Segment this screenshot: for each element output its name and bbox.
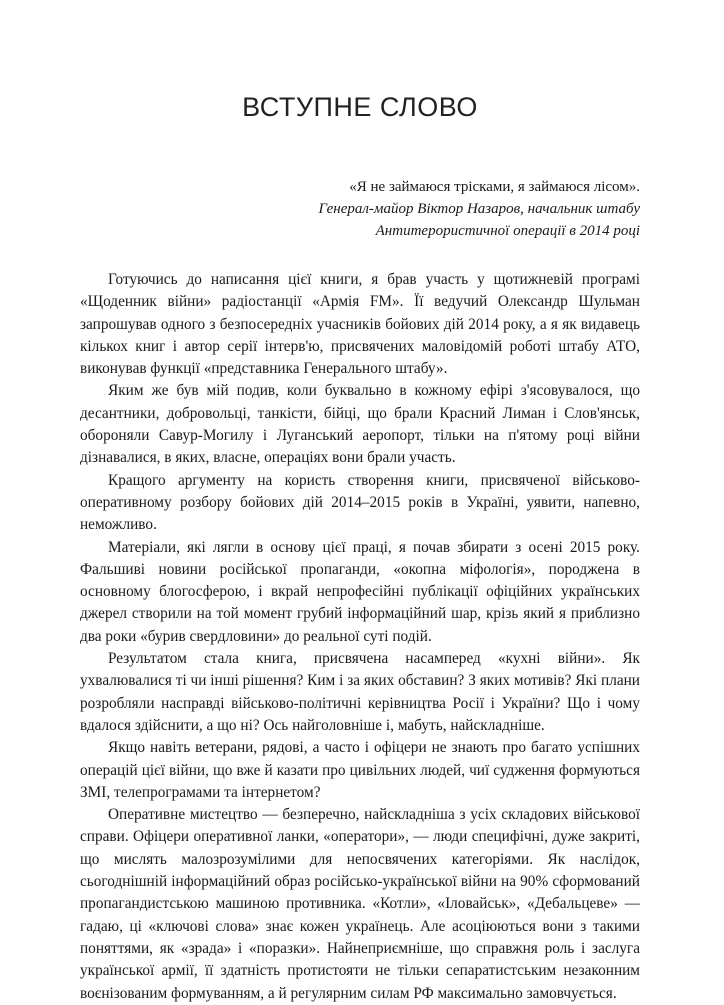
body-text (80, 269, 640, 1005)
paragraph: Якщо навіть ветерани, рядові, а часто і офіцери не знають про багато успішних операцій цієї війни, що вже й казати про цивільних людей, чиї судження формуються ЗМІ, телепрограмами та інтернетом? (80, 739, 640, 801)
paragraph: Матеріали, які лягли в основу цієї праці, я почав збирати з осені 2015 року. Фальшиві новини російської пропаганди, «окопна міфологія», породжена в основному блогосферою, і вкрай непрофесійні публікації офіційних українських джерел створили на той момент грубий інформаційний шар, крізь який я приблизно два роки «бурив свердловини» до реальної суті подій. (80, 538, 640, 645)
paragraph: Результатом стала книга, присвячена насамперед «кухні війни». Як ухвалювалися ті чи інші рішення? Ким і за яких обставин? З яких мотивів? Які плани розробляли насправді військово-політичні керівництва Росії і України? Що і чому вдалося здійснити, а що ні? Ось найголовніше і, мабуть, найскладніше. (80, 650, 640, 734)
page-title: ВСТУПНЕ СЛОВО (242, 92, 478, 122)
epigraph-quote: «Я не займаюся трісками, я займаюся лісом». (349, 179, 640, 195)
paragraph: Кращого аргументу на користь створення книги, присвяченої військово-оперативному розбору бойових дій 2014–2015 років в Україні, уявити, напевно, неможливо. (80, 471, 640, 534)
epigraph (80, 176, 640, 242)
paragraph: Оперативне мистецтво — безперечно, найскладніша з усіх складових військової справи. Офіцери оперативної ланки, «оператори», — люди специфічні, дуже закриті, що мислять малозрозумілими для непосвячених категоріями. Як наслідок, сьогоднішній інформаційний образ російсько-української війни на 90% сформований пропагандистською машиною противника. «Котли», «Іловайськ», «Дебальцеве» — гадаю, ці «ключові слова» знає кожен українець. Але асоціюються вони з такими поняттями, як «зрада» і «поразки». Найнеприємніше, що справжня роль і заслуга української армії, її здатність протистояти не тільки сепаратистським незаконним воєнізованим формуванням, а й регулярним силам РФ максимально замовчується. (80, 806, 640, 1002)
paragraph: Яким же був мій подив, коли буквально в кожному ефірі з'ясовувалося, що десантники, добровольці, танкісти, бійці, що брали Красний Лиман і Слов'янськ, обороняли Савур-Могилу і Луганський аеропорт, тільки на п'ятому році війни дізнавалися, в яких, власне, операціях вони брали участь. (80, 382, 640, 467)
epigraph-author-line-2: Антитерористичної операції в 2014 році (375, 223, 640, 239)
paragraph: Готуючись до написання цієї книги, я брав участь у щотижневій програмі «Щоденник війни» радіостанції «Армія FM». Її ведучий Олександр Шульман запрошував одного з безпосередніх учасників бойових дій 2014 року, а я як видавець кількох книг і автор серії інтерв'ю, присвячених маловідомій роботі штабу АТО, виконував функції «представника Генерального штабу». (80, 271, 640, 378)
epigraph-author-line-1: Генерал-майор Віктор Назаров, начальник штабу (318, 201, 640, 217)
